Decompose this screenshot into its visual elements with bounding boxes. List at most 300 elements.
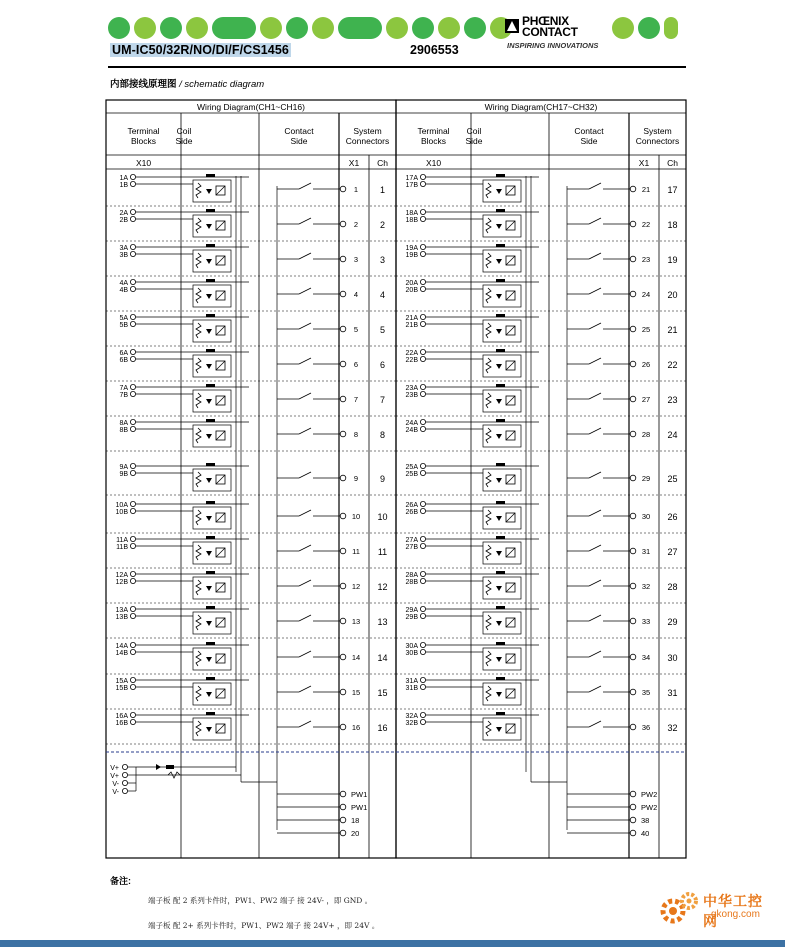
terminal-circle xyxy=(420,279,425,284)
terminal-circle xyxy=(130,216,135,221)
terminal-circle xyxy=(130,251,135,256)
col-contact-line1: Contact xyxy=(284,126,314,136)
contact-switch-arm xyxy=(589,615,601,621)
power-pin-label: 40 xyxy=(641,829,650,838)
led-icon xyxy=(206,259,212,264)
x1-pin-circle xyxy=(630,221,636,227)
note-line-2: 端子板 配 2+ 系列卡件时，PW1、PW2 端子 接 24V+ ，即 24V 。 xyxy=(148,921,380,930)
resistor-icon xyxy=(196,686,201,701)
led-icon xyxy=(496,516,502,521)
channel-number: 2 xyxy=(379,220,386,230)
relay-coil-slash xyxy=(216,256,225,265)
x1-pin-label: 12 xyxy=(351,582,361,591)
terminal-label-b: 12B xyxy=(115,579,128,586)
relay-coil-slash xyxy=(216,548,225,557)
resistor-icon xyxy=(196,651,201,666)
channel-number: 16 xyxy=(377,723,388,733)
x1-pin-label: 29 xyxy=(641,474,651,483)
terminal-label-a: 26A xyxy=(405,502,418,509)
contact-switch-arm xyxy=(589,510,601,516)
fuse-mark xyxy=(206,384,215,387)
channel-number: 27 xyxy=(667,547,678,557)
terminal-label-b: 4B xyxy=(119,287,128,294)
led-icon xyxy=(496,586,502,591)
x1-pin-label: 30 xyxy=(641,512,651,521)
channel-number: 21 xyxy=(667,325,678,335)
resistor-icon xyxy=(486,615,491,630)
terminal-label-a: 32A xyxy=(405,713,418,720)
terminal-circle xyxy=(420,649,425,654)
relay-coil-slash xyxy=(506,186,515,195)
resistor-icon xyxy=(196,510,201,525)
contact-switch-arm xyxy=(299,472,311,478)
terminal-label-a: 11A xyxy=(116,537,128,544)
terminal-label-a: 15A xyxy=(115,678,128,685)
channel-number: 13 xyxy=(377,617,388,627)
terminal-label-b: 15B xyxy=(115,685,128,692)
resistor-icon xyxy=(196,253,201,268)
channel-number: 6 xyxy=(379,360,386,370)
resistor-icon xyxy=(486,721,491,736)
contact-switch-arm xyxy=(299,686,311,692)
resistor-icon xyxy=(196,472,201,487)
notes-label: 备注: xyxy=(110,876,131,886)
fuse-mark xyxy=(206,463,215,466)
terminal-circle xyxy=(420,578,425,583)
terminal-circle xyxy=(130,384,135,389)
sub-x1: X1 xyxy=(348,158,360,168)
power-terminal-label: V- xyxy=(112,789,119,796)
contact-switch-arm xyxy=(589,323,601,329)
fuse-mark xyxy=(206,279,215,282)
channel-number: 7 xyxy=(379,395,386,405)
fuse-mark xyxy=(206,677,215,680)
relay-coil-slash xyxy=(216,326,225,335)
fuse-mark xyxy=(206,419,215,422)
terminal-circle xyxy=(420,209,425,214)
resistor-icon xyxy=(486,428,491,443)
relay-coil-slash xyxy=(506,548,515,557)
channel-number: 8 xyxy=(379,430,386,440)
x1-pin-circle xyxy=(340,724,346,730)
contact-switch-arm xyxy=(299,358,311,364)
fuse-mark xyxy=(206,244,215,247)
fuse-mark xyxy=(206,712,215,715)
terminal-circle xyxy=(420,384,425,389)
power-pin-label: PW2 xyxy=(641,803,658,812)
x1-pin-label: 2 xyxy=(353,220,359,229)
resistor-icon xyxy=(486,510,491,525)
relay-coil-slash xyxy=(216,724,225,733)
relay-coil-slash xyxy=(506,361,515,370)
terminal-circle xyxy=(420,321,425,326)
resistor-icon xyxy=(196,183,201,198)
terminal-circle xyxy=(130,279,135,284)
fuse-mark xyxy=(496,606,505,609)
terminal-label-a: 7A xyxy=(119,385,128,392)
watermark xyxy=(655,885,775,935)
terminal-label-b: 3B xyxy=(119,252,128,259)
x1-pin-label: 4 xyxy=(353,290,359,299)
terminal-circle xyxy=(420,719,425,724)
x1-pin-label: 8 xyxy=(353,430,359,439)
power-terminal-circle xyxy=(122,764,127,769)
panel-title: Wiring Diagram(CH1~CH16) xyxy=(197,102,305,112)
x1-pin-label: 34 xyxy=(641,653,651,662)
contact-switch-arm xyxy=(589,686,601,692)
terminal-circle xyxy=(420,470,425,475)
note-line-1: 端子板 配 2 系列卡件时，PW1、PW2 端子 接 24V- ，即 GND 。 xyxy=(148,896,373,905)
x1-pin-circle xyxy=(630,654,636,660)
power-pin-label: PW1 xyxy=(351,790,368,799)
terminal-circle xyxy=(420,571,425,576)
fuse-mark xyxy=(206,642,215,645)
fuse-mark xyxy=(496,314,505,317)
terminal-label-b: 26B xyxy=(405,509,418,516)
fuse-mark xyxy=(496,244,505,247)
relay-coil-slash xyxy=(216,513,225,522)
led-icon xyxy=(206,399,212,404)
terminal-label-b: 9B xyxy=(119,471,128,478)
terminal-circle xyxy=(420,356,425,361)
terminal-circle xyxy=(130,286,135,291)
terminal-label-a: 18A xyxy=(405,210,418,217)
terminal-label-b: 10B xyxy=(115,509,128,516)
terminal-circle xyxy=(130,508,135,513)
terminal-circle xyxy=(420,286,425,291)
terminal-circle xyxy=(130,426,135,431)
terminal-circle xyxy=(420,391,425,396)
fuse-mark xyxy=(166,765,174,769)
fuse-mark xyxy=(496,384,505,387)
terminal-circle xyxy=(130,613,135,618)
channel-number: 31 xyxy=(667,688,678,698)
x1-pin-label: 11 xyxy=(352,547,360,556)
relay-coil-slash xyxy=(506,221,515,230)
channel-number: 32 xyxy=(667,723,678,733)
terminal-circle xyxy=(420,536,425,541)
watermark-en: gkong.com xyxy=(711,909,760,920)
terminal-circle xyxy=(130,571,135,576)
led-icon xyxy=(496,189,502,194)
document-title: UM-IC50/32R/NO/DI/F/CS1456 xyxy=(112,43,289,57)
terminal-circle xyxy=(130,244,135,249)
terminal-label-a: 16A xyxy=(115,713,128,720)
x1-pin-circle xyxy=(630,513,636,519)
channel-number: 24 xyxy=(667,430,678,440)
relay-coil-slash xyxy=(506,618,515,627)
terminal-circle xyxy=(130,677,135,682)
terminal-label-b: 5B xyxy=(119,322,128,329)
x1-pin-label: 27 xyxy=(641,395,651,404)
power-pin-label: PW2 xyxy=(641,790,658,799)
terminal-circle xyxy=(130,712,135,717)
terminal-circle xyxy=(130,463,135,468)
power-pin-label: 18 xyxy=(351,816,360,825)
terminal-circle xyxy=(420,712,425,717)
terminal-label-a: 3A xyxy=(119,245,128,252)
terminal-label-a: 29A xyxy=(405,607,418,614)
led-icon xyxy=(206,434,212,439)
fuse-mark xyxy=(496,571,505,574)
resistor-icon xyxy=(486,183,491,198)
terminal-circle xyxy=(130,543,135,548)
x1-pin-label: 36 xyxy=(641,723,651,732)
channel-number: 4 xyxy=(379,290,386,300)
terminal-label-a: 28A xyxy=(405,572,418,579)
col-coil-line2: Side xyxy=(465,136,483,146)
channel-number: 29 xyxy=(667,617,678,627)
contact-switch-arm xyxy=(299,580,311,586)
x1-pin-label: 9 xyxy=(353,474,359,483)
terminal-circle xyxy=(130,419,135,424)
led-icon xyxy=(206,329,212,334)
contact-switch-arm xyxy=(589,218,601,224)
relay-coil-slash xyxy=(506,654,515,663)
terminal-label-b: 30B xyxy=(405,650,418,657)
terminal-label-a: 22A xyxy=(405,350,418,357)
terminal-circle xyxy=(420,419,425,424)
contact-switch-arm xyxy=(299,218,311,224)
fuse-mark xyxy=(496,536,505,539)
led-icon xyxy=(206,586,212,591)
channel-number: 9 xyxy=(379,474,386,484)
x1-pin-circle xyxy=(630,431,636,437)
terminal-label-a: 10A xyxy=(115,502,128,509)
watermark-cn: 中华工控网 xyxy=(703,893,763,929)
sub-x1: X1 xyxy=(638,158,650,168)
sub-ch: Ch xyxy=(667,158,678,168)
led-icon xyxy=(496,224,502,229)
fuse-mark xyxy=(206,314,215,317)
contact-switch-arm xyxy=(589,428,601,434)
channel-number: 18 xyxy=(667,220,678,230)
x1-pin-circle xyxy=(340,326,346,332)
terminal-label-b: 18B xyxy=(405,217,418,224)
channel-number: 20 xyxy=(667,290,678,300)
terminal-label-a: 27A xyxy=(405,537,418,544)
power-terminal-circle xyxy=(122,788,127,793)
col-contact-line2: Side xyxy=(290,136,308,146)
resistor-icon xyxy=(486,218,491,233)
terminal-label-b: 7B xyxy=(119,392,128,399)
x1-pin-circle xyxy=(340,221,346,227)
terminal-label-a: 14A xyxy=(115,643,128,650)
terminal-label-a: 1A xyxy=(119,175,128,182)
terminal-label-a: 13A xyxy=(115,607,128,614)
led-icon xyxy=(206,692,212,697)
resistor-icon xyxy=(196,323,201,338)
channel-number: 12 xyxy=(377,582,388,592)
x1-pin-circle xyxy=(340,256,346,262)
diode-icon xyxy=(156,764,161,770)
fuse-mark xyxy=(496,209,505,212)
led-icon xyxy=(206,224,212,229)
resistor-icon xyxy=(196,721,201,736)
terminal-label-a: 4A xyxy=(119,280,128,287)
terminal-circle xyxy=(130,649,135,654)
terminal-label-a: 20A xyxy=(405,280,418,287)
terminal-circle xyxy=(420,314,425,319)
x1-pin-label: 7 xyxy=(353,395,359,404)
power-pin-label: PW1 xyxy=(351,803,368,812)
fuse-mark xyxy=(496,463,505,466)
col-system-line1: System xyxy=(643,126,672,136)
x1-pin-circle xyxy=(340,475,346,481)
x1-pin-circle xyxy=(630,361,636,367)
x1-pin-circle xyxy=(340,618,346,624)
x1-pin-label: 21 xyxy=(641,185,651,194)
col-coil-line2: Side xyxy=(175,136,193,146)
terminal-circle xyxy=(420,426,425,431)
contact-switch-arm xyxy=(589,253,601,259)
x1-pin-circle xyxy=(630,186,636,192)
led-icon xyxy=(496,692,502,697)
power-pin-circle xyxy=(630,791,636,797)
power-pin-circle xyxy=(630,830,636,836)
relay-coil-slash xyxy=(216,654,225,663)
terminal-circle xyxy=(130,209,135,214)
channel-number: 28 xyxy=(667,582,678,592)
relay-coil-slash xyxy=(506,689,515,698)
terminal-circle xyxy=(130,314,135,319)
terminal-circle xyxy=(420,349,425,354)
resistor-icon xyxy=(196,545,201,560)
x1-pin-circle xyxy=(630,583,636,589)
x1-pin-circle xyxy=(630,256,636,262)
resistor-icon xyxy=(196,358,201,373)
contact-switch-arm xyxy=(299,510,311,516)
terminal-label-b: 6B xyxy=(119,357,128,364)
power-terminal-circle xyxy=(122,780,127,785)
led-icon xyxy=(206,189,212,194)
contact-switch-arm xyxy=(299,323,311,329)
relay-coil-slash xyxy=(506,396,515,405)
document-number: 2906553 xyxy=(410,43,459,57)
power-pin-circle xyxy=(340,817,346,823)
terminal-circle xyxy=(130,642,135,647)
contact-switch-arm xyxy=(299,253,311,259)
terminal-circle xyxy=(130,174,135,179)
fuse-mark xyxy=(206,571,215,574)
terminal-label-a: 30A xyxy=(405,643,418,650)
x1-pin-circle xyxy=(630,475,636,481)
fuse-mark xyxy=(206,349,215,352)
relay-coil-slash xyxy=(506,724,515,733)
x1-pin-circle xyxy=(340,583,346,589)
x1-pin-circle xyxy=(630,618,636,624)
relay-coil-slash xyxy=(506,513,515,522)
relay-coil-slash xyxy=(216,431,225,440)
terminal-circle xyxy=(130,356,135,361)
resistor-icon xyxy=(486,288,491,303)
panel-title: Wiring Diagram(CH17~CH32) xyxy=(484,102,598,112)
relay-coil-slash xyxy=(216,291,225,300)
fuse-mark xyxy=(496,174,505,177)
led-icon xyxy=(496,478,502,483)
channel-number: 22 xyxy=(667,360,678,370)
relay-coil-slash xyxy=(216,689,225,698)
led-icon xyxy=(206,516,212,521)
led-icon xyxy=(496,621,502,626)
relay-coil-slash xyxy=(506,291,515,300)
terminal-circle xyxy=(420,181,425,186)
terminal-label-a: 21A xyxy=(405,315,418,322)
channel-number: 3 xyxy=(379,255,386,265)
terminal-label-b: 16B xyxy=(115,720,128,727)
power-terminal-circle xyxy=(122,772,127,777)
terminal-circle xyxy=(420,216,425,221)
terminal-label-b: 20B xyxy=(405,287,418,294)
contact-switch-arm xyxy=(589,358,601,364)
led-icon xyxy=(496,434,502,439)
terminal-label-a: 17A xyxy=(405,175,418,182)
x1-pin-label: 10 xyxy=(351,512,361,521)
power-pin-label: 20 xyxy=(351,829,360,838)
resistor-icon xyxy=(196,615,201,630)
led-icon xyxy=(206,727,212,732)
resistor-icon xyxy=(486,580,491,595)
channel-number: 26 xyxy=(667,512,678,522)
resistor-icon xyxy=(486,358,491,373)
x1-pin-circle xyxy=(630,548,636,554)
resistor-icon xyxy=(486,686,491,701)
contact-switch-arm xyxy=(299,545,311,551)
terminal-circle xyxy=(130,501,135,506)
x1-pin-label: 14 xyxy=(351,653,361,662)
channel-number: 11 xyxy=(377,547,388,557)
contact-switch-arm xyxy=(589,393,601,399)
resistor-icon xyxy=(486,545,491,560)
terminal-label-a: 8A xyxy=(119,420,128,427)
x1-pin-label: 24 xyxy=(641,290,651,299)
relay-coil-slash xyxy=(216,583,225,592)
section-title: 内部接线原理图 / schematic diagram xyxy=(110,79,265,90)
terminal-label-b: 23B xyxy=(405,392,418,399)
col-contact-line2: Side xyxy=(580,136,598,146)
contact-switch-arm xyxy=(589,288,601,294)
x1-pin-circle xyxy=(340,513,346,519)
x1-pin-label: 1 xyxy=(353,185,359,194)
terminal-label-a: 2A xyxy=(119,210,128,217)
terminal-label-b: 8B xyxy=(119,427,128,434)
col-coil-line1: Coil xyxy=(176,126,192,136)
terminal-circle xyxy=(420,251,425,256)
led-icon xyxy=(496,727,502,732)
terminal-circle xyxy=(130,181,135,186)
logo-wordmark: PHŒNIX CONTACT xyxy=(522,14,578,39)
led-icon xyxy=(206,478,212,483)
terminal-circle xyxy=(420,174,425,179)
sub-ch: Ch xyxy=(377,158,388,168)
col-terminal-line1: Terminal xyxy=(417,126,450,136)
terminal-label-a: 23A xyxy=(405,385,418,392)
col-terminal-line1: Terminal xyxy=(127,126,160,136)
x1-pin-circle xyxy=(340,654,346,660)
x1-pin-label: 32 xyxy=(641,582,651,591)
terminal-label-b: 19B xyxy=(405,252,418,259)
contact-switch-arm xyxy=(589,651,601,657)
fuse-mark xyxy=(206,209,215,212)
contact-switch-arm xyxy=(299,183,311,189)
led-icon xyxy=(206,364,212,369)
terminal-circle xyxy=(420,677,425,682)
relay-coil-slash xyxy=(506,583,515,592)
relay-coil-slash xyxy=(216,396,225,405)
terminal-label-b: 1B xyxy=(119,182,128,189)
terminal-circle xyxy=(420,501,425,506)
resistor-icon xyxy=(196,580,201,595)
